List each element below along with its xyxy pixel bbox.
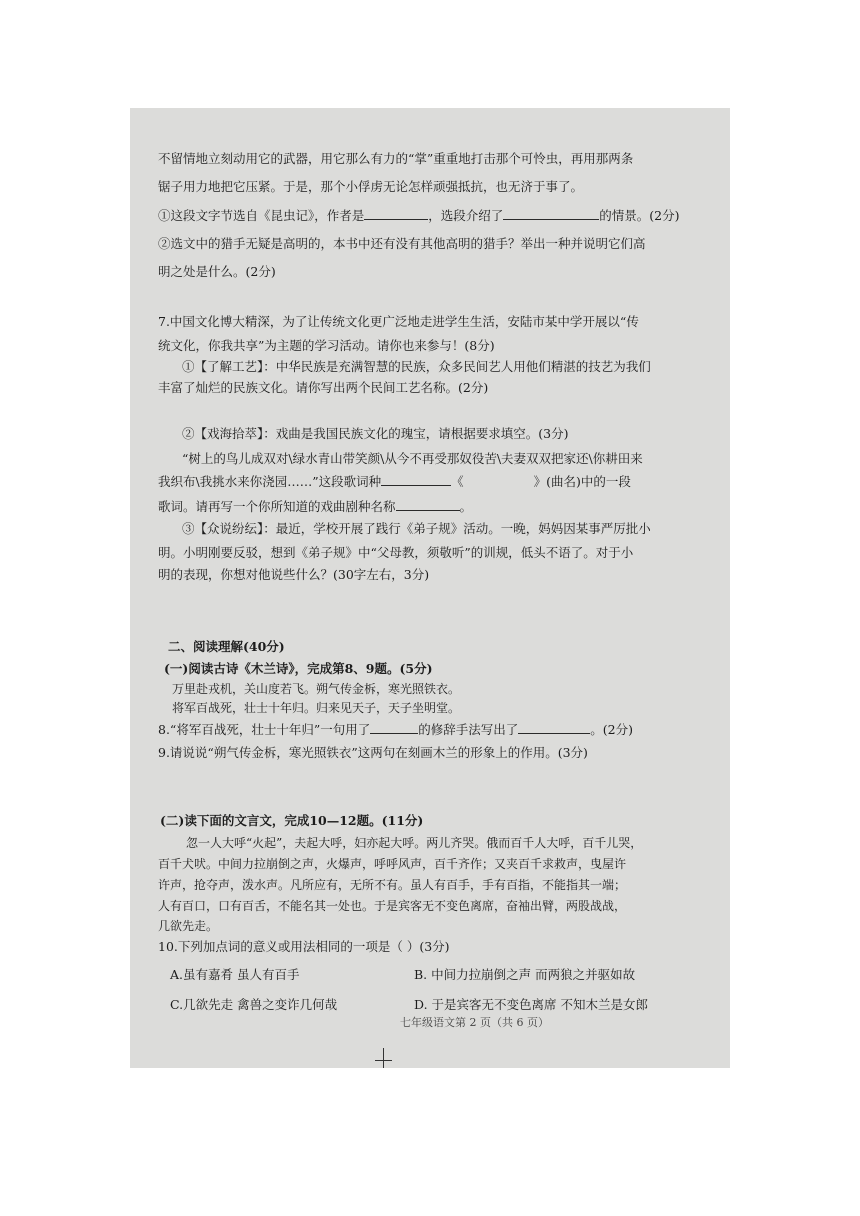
opera-lyrics-line-3 bbox=[158, 498, 472, 515]
poem-line-2: 将军百战死，壮士十年归。归来见天子，天子坐明堂。 bbox=[172, 701, 461, 715]
question-6-2-line-1: ②选文中的猎手无疑是高明的，本书中还有没有其他高明的猎手？举出一种并说明它们高 bbox=[158, 236, 646, 251]
q6-1-prefix: ①这段文字节选自《昆虫记》，作者是 bbox=[158, 208, 365, 223]
opera-end: 。 bbox=[459, 499, 473, 514]
registration-mark bbox=[375, 1060, 392, 1061]
passage-line-1: 不留情地立刻动用它的武器，用它那么有力的“掌”重重地打击那个可怜虫，再用那两条 bbox=[158, 151, 634, 166]
question-7-line-1: 7.中国文化博大精深，为了让传统文化更广泛地走进学生生活，安陆市某中学开展以“传 bbox=[158, 314, 639, 329]
answer-blank bbox=[364, 207, 428, 220]
option-c: C.几欲先走 禽兽之变诈几何哉 bbox=[170, 997, 338, 1012]
opera-lyrics-line-1: “树上的鸟儿成双对\绿水青山带笑颜\从今不再受那奴役苦\夫妻双双把家还\你耕田来 bbox=[182, 451, 643, 466]
passage-line-2: 锯子用力地把它压紧。于是，那个小俘虏无论怎样顽强抵抗，也无济于事了。 bbox=[158, 179, 584, 194]
classical-text-line-3: 许声，抢夺声，泼水声。凡所应有，无所不有。虽人有百手，手有百指，不能指其一端； bbox=[158, 878, 627, 892]
page-footer: 七年级语文第 2 页（共 6 页） bbox=[400, 1016, 549, 1029]
opera-suffix: 》(曲名)中的一段 bbox=[533, 474, 631, 489]
classical-text-line-4: 人有百口，口有百舌，不能名其一处也。于是宾客无不变色离席，奋袖出臂，两股战战， bbox=[158, 899, 627, 913]
question-7-1-line-2: 丰富了灿烂的民族文化。请你写出两个民间工艺名称。(2分) bbox=[158, 380, 489, 395]
poem-line-1: 万里赴戎机，关山度若飞。朔气传金柝，寒光照铁衣。 bbox=[172, 682, 461, 696]
option-b: B. 中间力拉崩倒之声 而两狼之并驱如故 bbox=[414, 967, 636, 982]
q8-mid: 的修辞手法写出了 bbox=[418, 722, 519, 737]
section-2-heading: 二、阅读理解(40分) bbox=[168, 639, 285, 654]
classical-text-line-2: 百千犬吠。中间力拉崩倒之声，火爆声，呼呼风声，百千齐作；又夹百千求救声，曳屋许 bbox=[158, 857, 627, 871]
q6-1-suffix: 的情景。(2分) bbox=[599, 208, 680, 223]
question-6-2-line-2: 明之处是什么。(2分) bbox=[158, 264, 276, 279]
q8-prefix: 8.“将军百战死，壮士十年归”一句用了 bbox=[158, 722, 371, 737]
question-7-2-line-1: ②【戏海拾萃】：戏曲是我国民族文化的瑰宝，请根据要求填空。(3分) bbox=[182, 426, 569, 441]
answer-blank bbox=[381, 473, 451, 486]
classical-text-line-5: 几欲先走。 bbox=[158, 919, 219, 933]
option-d: D. 于是宾客无不变色离席 不知木兰是女郎 bbox=[414, 997, 648, 1012]
opera-prefix: 我织布\我挑水来你浇园……”这段歌词种 bbox=[158, 474, 382, 489]
answer-blank bbox=[370, 721, 418, 734]
question-7-1-line-1: ①【了解工艺】：中华民族是充满智慧的民族，众多民间艺人用他们精湛的技艺为我们 bbox=[182, 359, 651, 374]
question-6-1 bbox=[158, 207, 680, 224]
q8-suffix: 。(2分) bbox=[590, 722, 633, 737]
question-7-line-2: 统文化，你我共享”为主题的学习活动。请你也来参与！(8分) bbox=[158, 338, 495, 353]
opera-open-quote: 《 bbox=[451, 474, 464, 489]
question-9: 9.请说说“朔气传金柝，寒光照铁衣”这两句在刻画木兰的形象上的作用。(3分) bbox=[158, 745, 588, 760]
registration-mark bbox=[383, 1048, 384, 1068]
classical-text-line-1: 忽一人大呼“火起”，夫起大呼，妇亦起大呼。两儿齐哭。俄而百千人大呼，百千儿哭， bbox=[186, 836, 643, 850]
question-8 bbox=[158, 721, 633, 738]
opera-lyrics-line-2 bbox=[158, 473, 631, 490]
classical-text-instruction: (二)读下面的文言文，完成10—12题。(11分) bbox=[160, 813, 424, 828]
opera-question: 歌词。请再写一个你所知道的戏曲剧种名称 bbox=[158, 499, 396, 514]
question-10: 10.下列加点词的意义或用法相同的一项是（ ）(3分) bbox=[158, 939, 450, 954]
scanned-exam-page bbox=[130, 108, 730, 1068]
q6-1-mid: ，选段介绍了 bbox=[428, 208, 504, 223]
answer-blank bbox=[503, 207, 599, 220]
answer-blank bbox=[518, 721, 590, 734]
poem-instruction: (一)阅读古诗《木兰诗》，完成第8、9题。(5分) bbox=[164, 661, 433, 676]
question-7-3-line-2: 明。小明刚要反驳，想到《弟子规》中“父母教，须敬听”的训规，低头不语了。对于小 bbox=[158, 545, 634, 560]
question-7-3-line-3: 明的表现，你想对他说些什么？(30字左右，3分) bbox=[158, 567, 430, 582]
question-7-3-line-1: ③【众说纷纭】：最近，学校开展了践行《弟子规》活动。一晚，妈妈因某事严厉批小 bbox=[182, 521, 651, 536]
answer-blank bbox=[396, 498, 460, 511]
option-a: A.虽有嘉肴 虽人有百手 bbox=[170, 967, 300, 982]
